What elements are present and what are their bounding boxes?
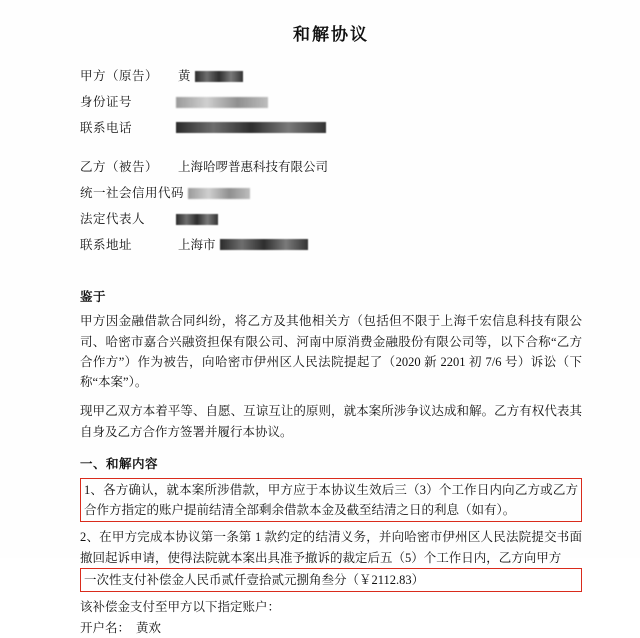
page-title: 和解协议 [293, 25, 369, 44]
account-holder-row [80, 619, 582, 638]
party-b-address-row [80, 236, 582, 255]
party-a-name-row [80, 67, 582, 86]
party-b-name-label: 乙方（被告） [80, 160, 159, 175]
section-one-item-1-prefix: 1、各方确认，就本案所涉借款， [84, 482, 268, 497]
party-a-phone-label: 联系电话 [80, 120, 133, 135]
redaction-bar-party-b-address [220, 239, 308, 250]
redaction-bar-party-a-name [195, 71, 243, 82]
section-one-item-1-boxed-text: 甲方应于本协议生效后三（3）个工作日内向乙方或乙方合作方指定的账户提前结清全部剩余借款本金及截至结清之日的利息（如有）。 [84, 482, 578, 517]
party-b-address-label: 联系地址 [80, 237, 133, 252]
party-a-id-row [80, 93, 582, 112]
whereas-paragraph-2: 现甲乙双方本着平等、自愿、互谅互让的原则，就本案所涉争议达成和解。乙方有权代表其自身及乙方合作方签署并履行本协议。 [80, 404, 582, 439]
redaction-bar-party-b-credit [188, 188, 250, 199]
section-one-item-2-prefix: 2、在甲方完成本协议第一条第 1 款约定的结清义务，并向哈密市伊州区人民法院提交书面撤回起诉申请，使得法院就本案出具准予撤诉的裁定后五（5）个工作日内，乙方向甲方 [80, 530, 582, 565]
redaction-bar-party-b-legal [176, 214, 218, 225]
party-b-name-row [80, 158, 582, 177]
section-one-heading: 一、和解内容 [80, 456, 159, 471]
party-b-credit-label: 统一社会信用代码 [80, 186, 185, 200]
party-a-id-label: 身份证号 [80, 94, 133, 109]
party-b-name-value: 上海哈啰普惠科技有限公司 [178, 160, 329, 175]
party-a-name-label: 甲方（原告） [80, 69, 159, 83]
spacer-whereas [80, 261, 582, 275]
spacer-parties [80, 144, 582, 158]
party-a-name-value: 黄 [178, 69, 191, 83]
account-holder-label: 开户名： [80, 621, 131, 636]
party-b-legal-label: 法定代表人 [80, 211, 146, 226]
section-one-item-3: 该补偿金支付至甲方以下指定账户： [80, 600, 281, 614]
party-a-block [80, 67, 582, 137]
party-a-phone-row [80, 119, 582, 138]
whereas-paragraph-1: 甲方因金融借款合同纠纷，将乙方及其他相关方（包括但不限于上海千宏信息科技有限公司、哈密市嘉合兴融资担保有限公司、河南中原消费金融股份有限公司等，以下合称“乙方合作方”）作为被告，向哈密市伊州区人民法院提起了（2020 新 2201 初 7/6 号）诉讼（下称“本案”）。 [80, 314, 582, 389]
party-b-address-value: 上海市 [178, 237, 216, 252]
account-holder-value: 黄欢 [136, 621, 162, 636]
highlight-box-item-2 [80, 568, 582, 592]
redaction-bar-party-a-phone [176, 122, 326, 133]
highlight-box-item-1 [80, 478, 582, 523]
redaction-bar-party-a-id [176, 97, 268, 108]
whereas-heading: 鉴于 [80, 290, 107, 305]
party-b-legal-row [80, 210, 582, 229]
party-b-credit-row [80, 184, 582, 203]
party-b-block [80, 158, 582, 254]
section-one-item-2-boxed-text: 一次性支付补偿金人民币贰仟壹拾贰元捌角叁分（￥2112.83） [84, 572, 425, 587]
section-one-item-1 [84, 480, 578, 521]
